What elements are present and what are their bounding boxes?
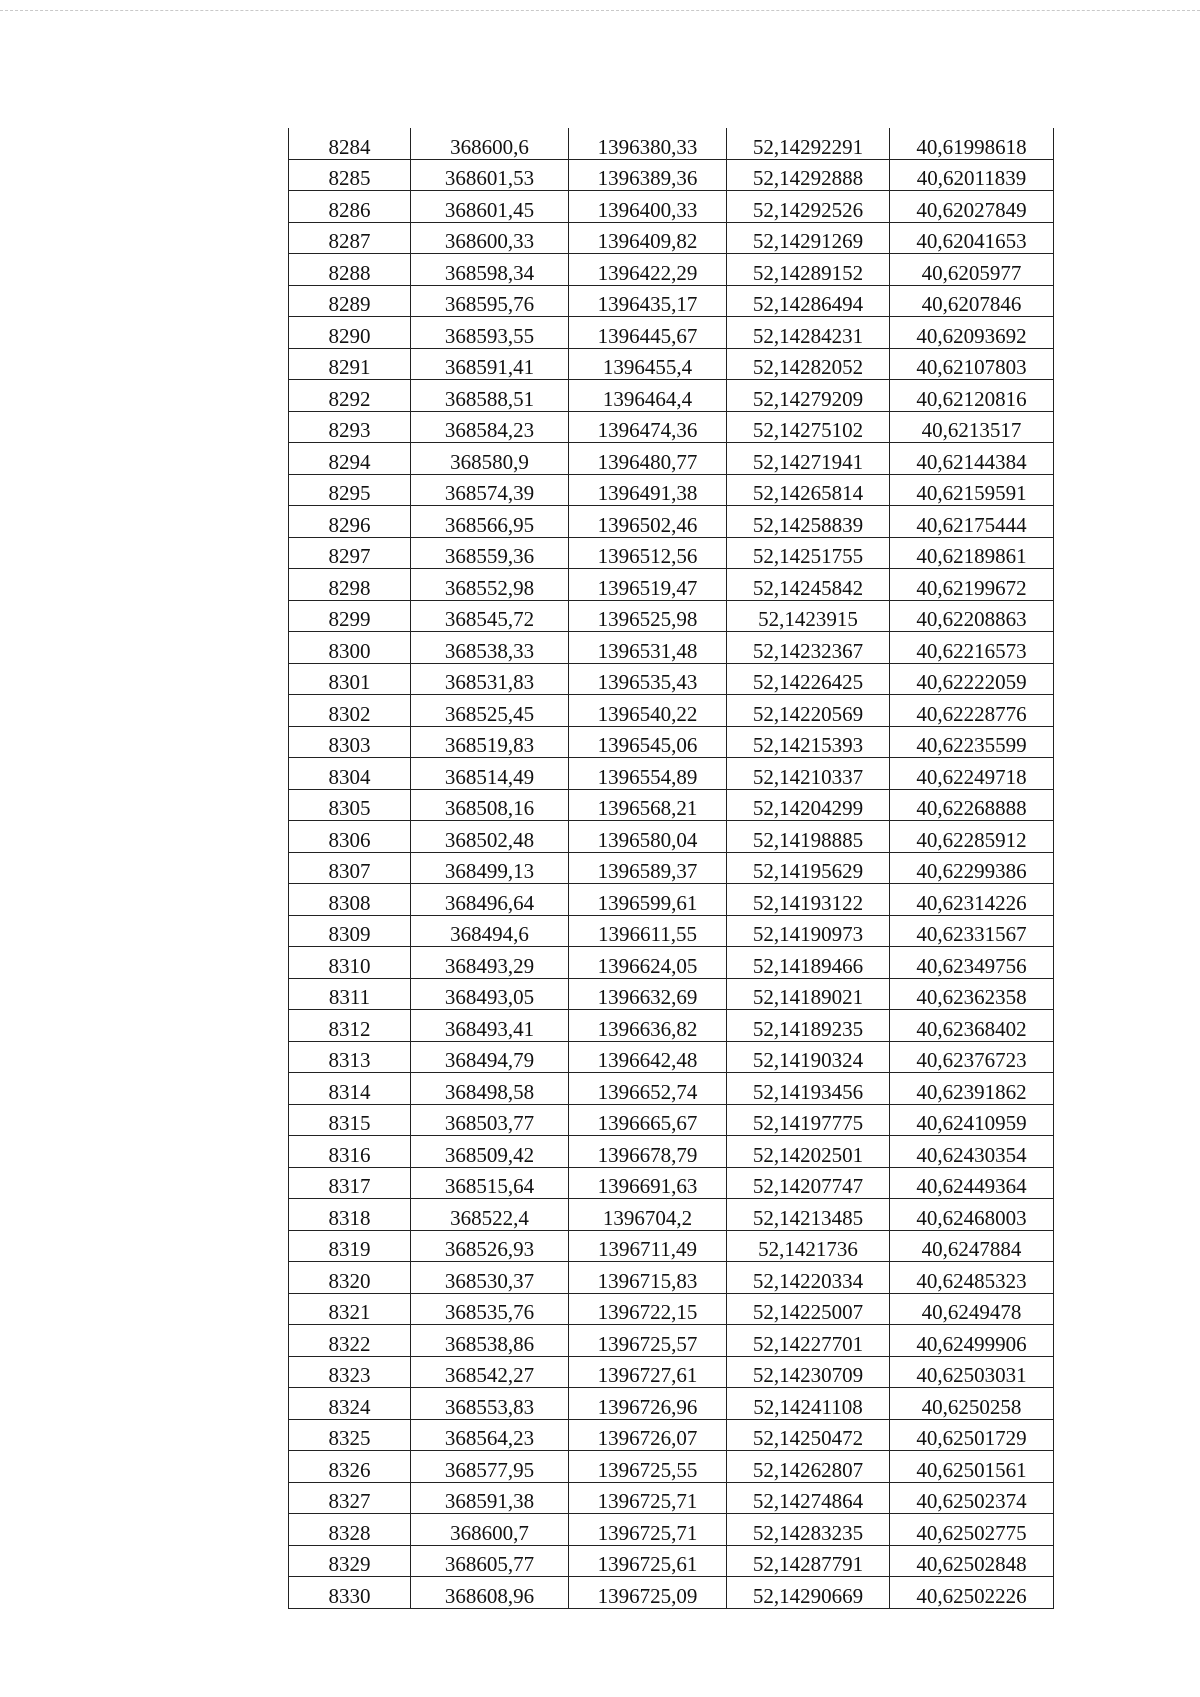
x-coordinate-cell: 368588,51	[411, 380, 569, 412]
x-coordinate-cell: 368580,9	[411, 443, 569, 475]
x-coordinate-cell: 368494,79	[411, 1041, 569, 1073]
longitude-cell: 40,62502226	[890, 1577, 1054, 1609]
x-coordinate-cell: 368493,41	[411, 1010, 569, 1042]
table-row	[289, 1577, 1054, 1609]
y-coordinate-cell: 1396512,56	[569, 537, 727, 569]
y-coordinate-cell: 1396725,55	[569, 1451, 727, 1483]
latitude-cell: 52,1421736	[727, 1230, 890, 1262]
table-row	[289, 600, 1054, 632]
x-coordinate-cell: 368566,95	[411, 506, 569, 538]
latitude-cell: 52,14195629	[727, 852, 890, 884]
x-coordinate-cell: 368598,34	[411, 254, 569, 286]
latitude-cell: 52,14213485	[727, 1199, 890, 1231]
latitude-cell: 52,14271941	[727, 443, 890, 475]
longitude-cell: 40,62235599	[890, 726, 1054, 758]
table-row	[289, 222, 1054, 254]
table-row	[289, 380, 1054, 412]
table-row	[289, 506, 1054, 538]
longitude-cell: 40,62107803	[890, 348, 1054, 380]
point-number-cell: 8314	[289, 1073, 411, 1105]
table-row	[289, 1545, 1054, 1577]
latitude-cell: 52,14284231	[727, 317, 890, 349]
latitude-cell: 52,14283235	[727, 1514, 890, 1546]
table-row	[289, 821, 1054, 853]
x-coordinate-cell: 368493,05	[411, 978, 569, 1010]
table-row	[289, 632, 1054, 664]
table-row	[289, 978, 1054, 1010]
table-row	[289, 1514, 1054, 1546]
point-number-cell: 8324	[289, 1388, 411, 1420]
x-coordinate-cell: 368553,83	[411, 1388, 569, 1420]
latitude-cell: 52,14287791	[727, 1545, 890, 1577]
point-number-cell: 8321	[289, 1293, 411, 1325]
longitude-cell: 40,62449364	[890, 1167, 1054, 1199]
point-number-cell: 8308	[289, 884, 411, 916]
y-coordinate-cell: 1396725,57	[569, 1325, 727, 1357]
longitude-cell: 40,6205977	[890, 254, 1054, 286]
point-number-cell: 8288	[289, 254, 411, 286]
point-number-cell: 8326	[289, 1451, 411, 1483]
point-number-cell: 8290	[289, 317, 411, 349]
y-coordinate-cell: 1396589,37	[569, 852, 727, 884]
y-coordinate-cell: 1396389,36	[569, 159, 727, 191]
x-coordinate-cell: 368535,76	[411, 1293, 569, 1325]
table-row	[289, 411, 1054, 443]
longitude-cell: 40,62189861	[890, 537, 1054, 569]
latitude-cell: 52,14202501	[727, 1136, 890, 1168]
x-coordinate-cell: 368498,58	[411, 1073, 569, 1105]
longitude-cell: 40,62430354	[890, 1136, 1054, 1168]
x-coordinate-cell: 368552,98	[411, 569, 569, 601]
y-coordinate-cell: 1396691,63	[569, 1167, 727, 1199]
y-coordinate-cell: 1396678,79	[569, 1136, 727, 1168]
y-coordinate-cell: 1396464,4	[569, 380, 727, 412]
y-coordinate-cell: 1396704,2	[569, 1199, 727, 1231]
x-coordinate-cell: 368496,64	[411, 884, 569, 916]
longitude-cell: 40,62285912	[890, 821, 1054, 853]
point-number-cell: 8325	[289, 1419, 411, 1451]
coordinates-table-body	[289, 128, 1054, 1608]
x-coordinate-cell: 368542,27	[411, 1356, 569, 1388]
point-number-cell: 8309	[289, 915, 411, 947]
table-row	[289, 1262, 1054, 1294]
y-coordinate-cell: 1396445,67	[569, 317, 727, 349]
latitude-cell: 52,14189235	[727, 1010, 890, 1042]
latitude-cell: 52,14291269	[727, 222, 890, 254]
y-coordinate-cell: 1396474,36	[569, 411, 727, 443]
point-number-cell: 8285	[289, 159, 411, 191]
longitude-cell: 40,62410959	[890, 1104, 1054, 1136]
longitude-cell: 40,62502775	[890, 1514, 1054, 1546]
point-number-cell: 8294	[289, 443, 411, 475]
table-row	[289, 1356, 1054, 1388]
x-coordinate-cell: 368608,96	[411, 1577, 569, 1609]
longitude-cell: 40,6249478	[890, 1293, 1054, 1325]
longitude-cell: 40,62314226	[890, 884, 1054, 916]
latitude-cell: 52,14241108	[727, 1388, 890, 1420]
latitude-cell: 52,14258839	[727, 506, 890, 538]
longitude-cell: 40,62093692	[890, 317, 1054, 349]
y-coordinate-cell: 1396726,07	[569, 1419, 727, 1451]
latitude-cell: 52,14193456	[727, 1073, 890, 1105]
latitude-cell: 52,14286494	[727, 285, 890, 317]
longitude-cell: 40,62391862	[890, 1073, 1054, 1105]
latitude-cell: 52,14245842	[727, 569, 890, 601]
point-number-cell: 8327	[289, 1482, 411, 1514]
y-coordinate-cell: 1396435,17	[569, 285, 727, 317]
longitude-cell: 40,62159591	[890, 474, 1054, 506]
table-row	[289, 663, 1054, 695]
latitude-cell: 52,14227701	[727, 1325, 890, 1357]
table-row	[289, 1167, 1054, 1199]
point-number-cell: 8330	[289, 1577, 411, 1609]
y-coordinate-cell: 1396568,21	[569, 789, 727, 821]
latitude-cell: 52,14189466	[727, 947, 890, 979]
y-coordinate-cell: 1396380,33	[569, 128, 727, 159]
point-number-cell: 8295	[289, 474, 411, 506]
x-coordinate-cell: 368593,55	[411, 317, 569, 349]
x-coordinate-cell: 368584,23	[411, 411, 569, 443]
point-number-cell: 8297	[289, 537, 411, 569]
latitude-cell: 52,14289152	[727, 254, 890, 286]
y-coordinate-cell: 1396652,74	[569, 1073, 727, 1105]
x-coordinate-cell: 368519,83	[411, 726, 569, 758]
longitude-cell: 40,62331567	[890, 915, 1054, 947]
latitude-cell: 52,14292291	[727, 128, 890, 159]
table-row	[289, 128, 1054, 159]
longitude-cell: 40,6250258	[890, 1388, 1054, 1420]
y-coordinate-cell: 1396611,55	[569, 915, 727, 947]
point-number-cell: 8289	[289, 285, 411, 317]
x-coordinate-cell: 368493,29	[411, 947, 569, 979]
latitude-cell: 52,14189021	[727, 978, 890, 1010]
x-coordinate-cell: 368522,4	[411, 1199, 569, 1231]
latitude-cell: 52,14215393	[727, 726, 890, 758]
latitude-cell: 52,14250472	[727, 1419, 890, 1451]
latitude-cell: 52,14207747	[727, 1167, 890, 1199]
y-coordinate-cell: 1396711,49	[569, 1230, 727, 1262]
longitude-cell: 40,6207846	[890, 285, 1054, 317]
y-coordinate-cell: 1396535,43	[569, 663, 727, 695]
table-row	[289, 1419, 1054, 1451]
longitude-cell: 40,62120816	[890, 380, 1054, 412]
latitude-cell: 52,14220334	[727, 1262, 890, 1294]
y-coordinate-cell: 1396715,83	[569, 1262, 727, 1294]
x-coordinate-cell: 368538,86	[411, 1325, 569, 1357]
point-number-cell: 8328	[289, 1514, 411, 1546]
y-coordinate-cell: 1396665,67	[569, 1104, 727, 1136]
latitude-cell: 52,14226425	[727, 663, 890, 695]
x-coordinate-cell: 368508,16	[411, 789, 569, 821]
y-coordinate-cell: 1396580,04	[569, 821, 727, 853]
x-coordinate-cell: 368577,95	[411, 1451, 569, 1483]
table-row	[289, 1325, 1054, 1357]
longitude-cell: 40,62468003	[890, 1199, 1054, 1231]
latitude-cell: 52,14230709	[727, 1356, 890, 1388]
table-row	[289, 1073, 1054, 1105]
y-coordinate-cell: 1396480,77	[569, 443, 727, 475]
longitude-cell: 40,62199672	[890, 569, 1054, 601]
point-number-cell: 8320	[289, 1262, 411, 1294]
latitude-cell: 52,1423915	[727, 600, 890, 632]
table-row	[289, 474, 1054, 506]
longitude-cell: 40,62502848	[890, 1545, 1054, 1577]
latitude-cell: 52,14190324	[727, 1041, 890, 1073]
x-coordinate-cell: 368591,38	[411, 1482, 569, 1514]
point-number-cell: 8299	[289, 600, 411, 632]
x-coordinate-cell: 368525,45	[411, 695, 569, 727]
longitude-cell: 40,62208863	[890, 600, 1054, 632]
table-row	[289, 852, 1054, 884]
longitude-cell: 40,62502374	[890, 1482, 1054, 1514]
point-number-cell: 8315	[289, 1104, 411, 1136]
point-number-cell: 8298	[289, 569, 411, 601]
point-number-cell: 8292	[289, 380, 411, 412]
x-coordinate-cell: 368600,33	[411, 222, 569, 254]
y-coordinate-cell: 1396725,71	[569, 1514, 727, 1546]
x-coordinate-cell: 368574,39	[411, 474, 569, 506]
y-coordinate-cell: 1396726,96	[569, 1388, 727, 1420]
longitude-cell: 40,6213517	[890, 411, 1054, 443]
table-row	[289, 1388, 1054, 1420]
longitude-cell: 40,62222059	[890, 663, 1054, 695]
latitude-cell: 52,14204299	[727, 789, 890, 821]
table-row	[289, 317, 1054, 349]
table-row	[289, 569, 1054, 601]
y-coordinate-cell: 1396519,47	[569, 569, 727, 601]
y-coordinate-cell: 1396502,46	[569, 506, 727, 538]
latitude-cell: 52,14292526	[727, 191, 890, 223]
longitude-cell: 40,61998618	[890, 128, 1054, 159]
x-coordinate-cell: 368502,48	[411, 821, 569, 853]
scan-edge-line	[0, 10, 1200, 11]
point-number-cell: 8305	[289, 789, 411, 821]
table-row	[289, 443, 1054, 475]
table-row	[289, 758, 1054, 790]
table-row	[289, 1010, 1054, 1042]
longitude-cell: 40,62175444	[890, 506, 1054, 538]
point-number-cell: 8307	[289, 852, 411, 884]
y-coordinate-cell: 1396725,61	[569, 1545, 727, 1577]
table-row	[289, 191, 1054, 223]
y-coordinate-cell: 1396725,71	[569, 1482, 727, 1514]
y-coordinate-cell: 1396624,05	[569, 947, 727, 979]
table-row	[289, 1136, 1054, 1168]
x-coordinate-cell: 368503,77	[411, 1104, 569, 1136]
longitude-cell: 40,6247884	[890, 1230, 1054, 1262]
latitude-cell: 52,14220569	[727, 695, 890, 727]
x-coordinate-cell: 368600,7	[411, 1514, 569, 1546]
longitude-cell: 40,62228776	[890, 695, 1054, 727]
point-number-cell: 8300	[289, 632, 411, 664]
point-number-cell: 8296	[289, 506, 411, 538]
point-number-cell: 8317	[289, 1167, 411, 1199]
y-coordinate-cell: 1396531,48	[569, 632, 727, 664]
y-coordinate-cell: 1396599,61	[569, 884, 727, 916]
longitude-cell: 40,62485323	[890, 1262, 1054, 1294]
table-row	[289, 726, 1054, 758]
x-coordinate-cell: 368526,93	[411, 1230, 569, 1262]
latitude-cell: 52,14190973	[727, 915, 890, 947]
table-row	[289, 1451, 1054, 1483]
table-row	[289, 159, 1054, 191]
point-number-cell: 8323	[289, 1356, 411, 1388]
latitude-cell: 52,14198885	[727, 821, 890, 853]
point-number-cell: 8329	[289, 1545, 411, 1577]
coordinates-table	[288, 128, 1054, 1609]
x-coordinate-cell: 368494,6	[411, 915, 569, 947]
point-number-cell: 8301	[289, 663, 411, 695]
y-coordinate-cell: 1396491,38	[569, 474, 727, 506]
table-row	[289, 695, 1054, 727]
x-coordinate-cell: 368559,36	[411, 537, 569, 569]
x-coordinate-cell: 368509,42	[411, 1136, 569, 1168]
point-number-cell: 8310	[289, 947, 411, 979]
longitude-cell: 40,62376723	[890, 1041, 1054, 1073]
table-row	[289, 1482, 1054, 1514]
x-coordinate-cell: 368545,72	[411, 600, 569, 632]
y-coordinate-cell: 1396554,89	[569, 758, 727, 790]
table-row	[289, 1293, 1054, 1325]
y-coordinate-cell: 1396722,15	[569, 1293, 727, 1325]
x-coordinate-cell: 368515,64	[411, 1167, 569, 1199]
table-row	[289, 1104, 1054, 1136]
y-coordinate-cell: 1396422,29	[569, 254, 727, 286]
longitude-cell: 40,62011839	[890, 159, 1054, 191]
point-number-cell: 8311	[289, 978, 411, 1010]
y-coordinate-cell: 1396455,4	[569, 348, 727, 380]
table-row	[289, 285, 1054, 317]
latitude-cell: 52,14251755	[727, 537, 890, 569]
latitude-cell: 52,14282052	[727, 348, 890, 380]
point-number-cell: 8287	[289, 222, 411, 254]
point-number-cell: 8303	[289, 726, 411, 758]
point-number-cell: 8293	[289, 411, 411, 443]
point-number-cell: 8284	[289, 128, 411, 159]
longitude-cell: 40,62216573	[890, 632, 1054, 664]
x-coordinate-cell: 368601,53	[411, 159, 569, 191]
latitude-cell: 52,14262807	[727, 1451, 890, 1483]
point-number-cell: 8316	[289, 1136, 411, 1168]
latitude-cell: 52,14232367	[727, 632, 890, 664]
longitude-cell: 40,62499906	[890, 1325, 1054, 1357]
longitude-cell: 40,62041653	[890, 222, 1054, 254]
table-row	[289, 915, 1054, 947]
x-coordinate-cell: 368514,49	[411, 758, 569, 790]
latitude-cell: 52,14197775	[727, 1104, 890, 1136]
point-number-cell: 8291	[289, 348, 411, 380]
point-number-cell: 8286	[289, 191, 411, 223]
table-row	[289, 789, 1054, 821]
table-row	[289, 884, 1054, 916]
y-coordinate-cell: 1396409,82	[569, 222, 727, 254]
point-number-cell: 8318	[289, 1199, 411, 1231]
x-coordinate-cell: 368601,45	[411, 191, 569, 223]
longitude-cell: 40,62144384	[890, 443, 1054, 475]
y-coordinate-cell: 1396400,33	[569, 191, 727, 223]
latitude-cell: 52,14279209	[727, 380, 890, 412]
x-coordinate-cell: 368538,33	[411, 632, 569, 664]
x-coordinate-cell: 368600,6	[411, 128, 569, 159]
point-number-cell: 8306	[289, 821, 411, 853]
longitude-cell: 40,62268888	[890, 789, 1054, 821]
longitude-cell: 40,62299386	[890, 852, 1054, 884]
longitude-cell: 40,62368402	[890, 1010, 1054, 1042]
x-coordinate-cell: 368499,13	[411, 852, 569, 884]
latitude-cell: 52,14275102	[727, 411, 890, 443]
point-number-cell: 8313	[289, 1041, 411, 1073]
latitude-cell: 52,14225007	[727, 1293, 890, 1325]
longitude-cell: 40,62349756	[890, 947, 1054, 979]
x-coordinate-cell: 368564,23	[411, 1419, 569, 1451]
longitude-cell: 40,62027849	[890, 191, 1054, 223]
y-coordinate-cell: 1396545,06	[569, 726, 727, 758]
point-number-cell: 8304	[289, 758, 411, 790]
latitude-cell: 52,14193122	[727, 884, 890, 916]
longitude-cell: 40,62503031	[890, 1356, 1054, 1388]
x-coordinate-cell: 368531,83	[411, 663, 569, 695]
table-row	[289, 537, 1054, 569]
x-coordinate-cell: 368530,37	[411, 1262, 569, 1294]
x-coordinate-cell: 368591,41	[411, 348, 569, 380]
x-coordinate-cell: 368605,77	[411, 1545, 569, 1577]
longitude-cell: 40,62362358	[890, 978, 1054, 1010]
y-coordinate-cell: 1396727,61	[569, 1356, 727, 1388]
table-row	[289, 1230, 1054, 1262]
y-coordinate-cell: 1396525,98	[569, 600, 727, 632]
y-coordinate-cell: 1396642,48	[569, 1041, 727, 1073]
table-row	[289, 348, 1054, 380]
latitude-cell: 52,14265814	[727, 474, 890, 506]
y-coordinate-cell: 1396632,69	[569, 978, 727, 1010]
table-row	[289, 1199, 1054, 1231]
table-row	[289, 1041, 1054, 1073]
latitude-cell: 52,14290669	[727, 1577, 890, 1609]
longitude-cell: 40,62501729	[890, 1419, 1054, 1451]
y-coordinate-cell: 1396636,82	[569, 1010, 727, 1042]
longitude-cell: 40,62249718	[890, 758, 1054, 790]
table-row	[289, 254, 1054, 286]
x-coordinate-cell: 368595,76	[411, 285, 569, 317]
point-number-cell: 8322	[289, 1325, 411, 1357]
latitude-cell: 52,14210337	[727, 758, 890, 790]
longitude-cell: 40,62501561	[890, 1451, 1054, 1483]
y-coordinate-cell: 1396540,22	[569, 695, 727, 727]
y-coordinate-cell: 1396725,09	[569, 1577, 727, 1609]
latitude-cell: 52,14274864	[727, 1482, 890, 1514]
table-row	[289, 947, 1054, 979]
point-number-cell: 8312	[289, 1010, 411, 1042]
point-number-cell: 8319	[289, 1230, 411, 1262]
point-number-cell: 8302	[289, 695, 411, 727]
latitude-cell: 52,14292888	[727, 159, 890, 191]
